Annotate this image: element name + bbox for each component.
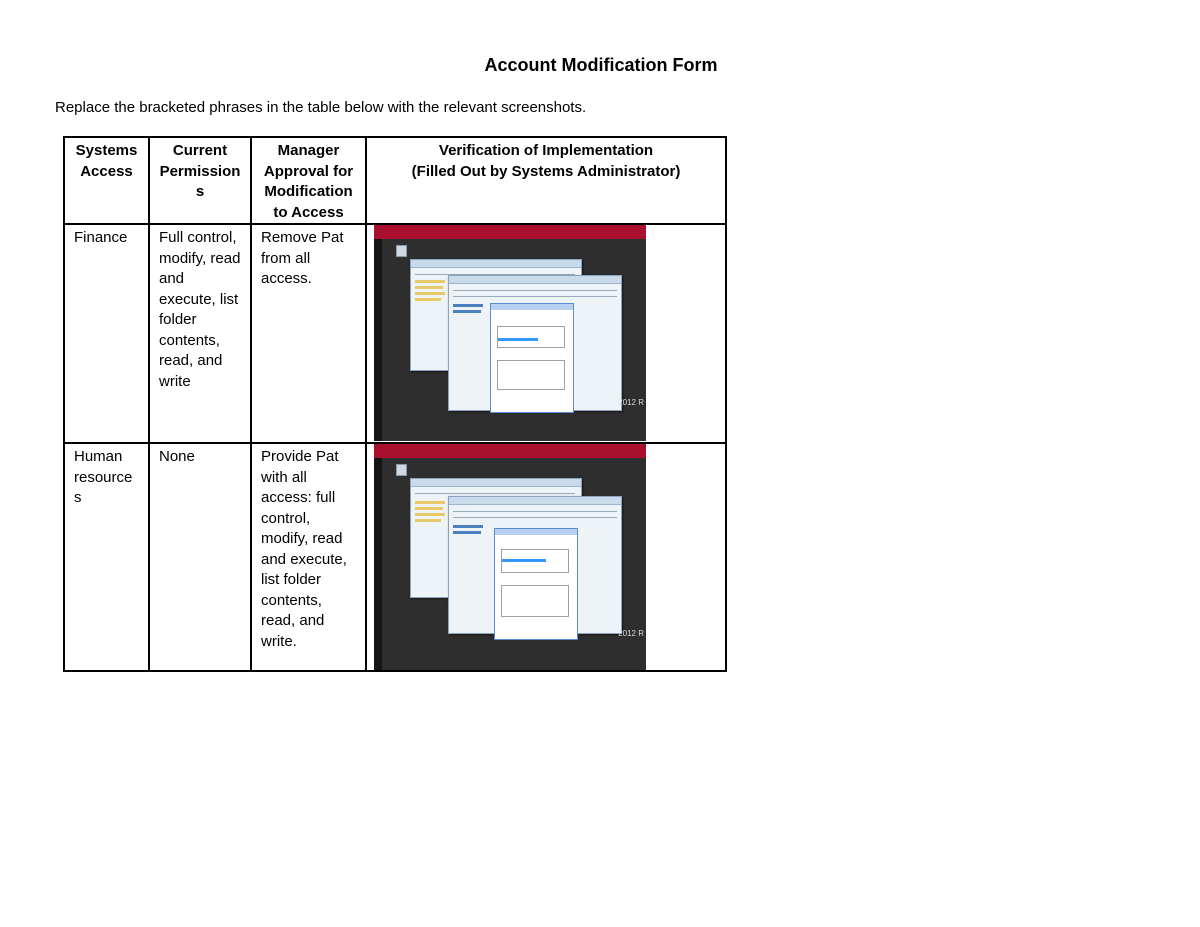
- header-manager-approval: Manager Approval for Modification to Access: [251, 137, 366, 224]
- recycle-bin-icon: [396, 464, 407, 476]
- cell-system: Human resource s: [64, 443, 149, 671]
- cell-manager-approval: Provide Pat with all access: full control, modify, read and execute, list folder contents, read, and write.: [251, 443, 366, 671]
- header-current-permissions: Current Permission s: [149, 137, 251, 224]
- cell-current-permissions: None: [149, 443, 251, 671]
- form-title: Account Modification Form: [484, 55, 718, 75]
- header-verification: [366, 137, 726, 224]
- header-verification-line1: Verification of Implementation: [438, 142, 654, 159]
- screenshot-properties-dialog: [490, 303, 574, 413]
- account-modification-table: [63, 136, 727, 672]
- screenshot-taskbar: [374, 225, 646, 239]
- table-header-row: [64, 137, 726, 224]
- cell-verification-screenshot: [366, 443, 726, 671]
- intro-instructions: Replace the bracketed phrases in the table below with the relevant screenshots.: [55, 99, 587, 116]
- screenshot-finance-permissions: [374, 225, 658, 441]
- screenshot-taskbar: [374, 444, 646, 458]
- header-verification-line2: (Filled Out by Systems Administrator): [411, 162, 681, 180]
- screenshot-hr-permissions: [374, 444, 658, 670]
- table-row: [64, 443, 726, 671]
- table-row: [64, 224, 726, 443]
- recycle-bin-icon: [396, 245, 407, 257]
- screenshot-os-label: 2012 R: [618, 398, 644, 407]
- header-systems-access: Systems Access: [64, 137, 149, 224]
- cell-system: Finance: [64, 224, 149, 443]
- screenshot-properties-dialog: [494, 528, 578, 640]
- cell-current-permissions: Full control, modify, read and execute, list folder contents, read, and write: [149, 224, 251, 443]
- cell-manager-approval: Remove Pat from all access.: [251, 224, 366, 443]
- screenshot-os-label: 2012 R: [618, 629, 644, 638]
- cell-verification-screenshot: [366, 224, 726, 443]
